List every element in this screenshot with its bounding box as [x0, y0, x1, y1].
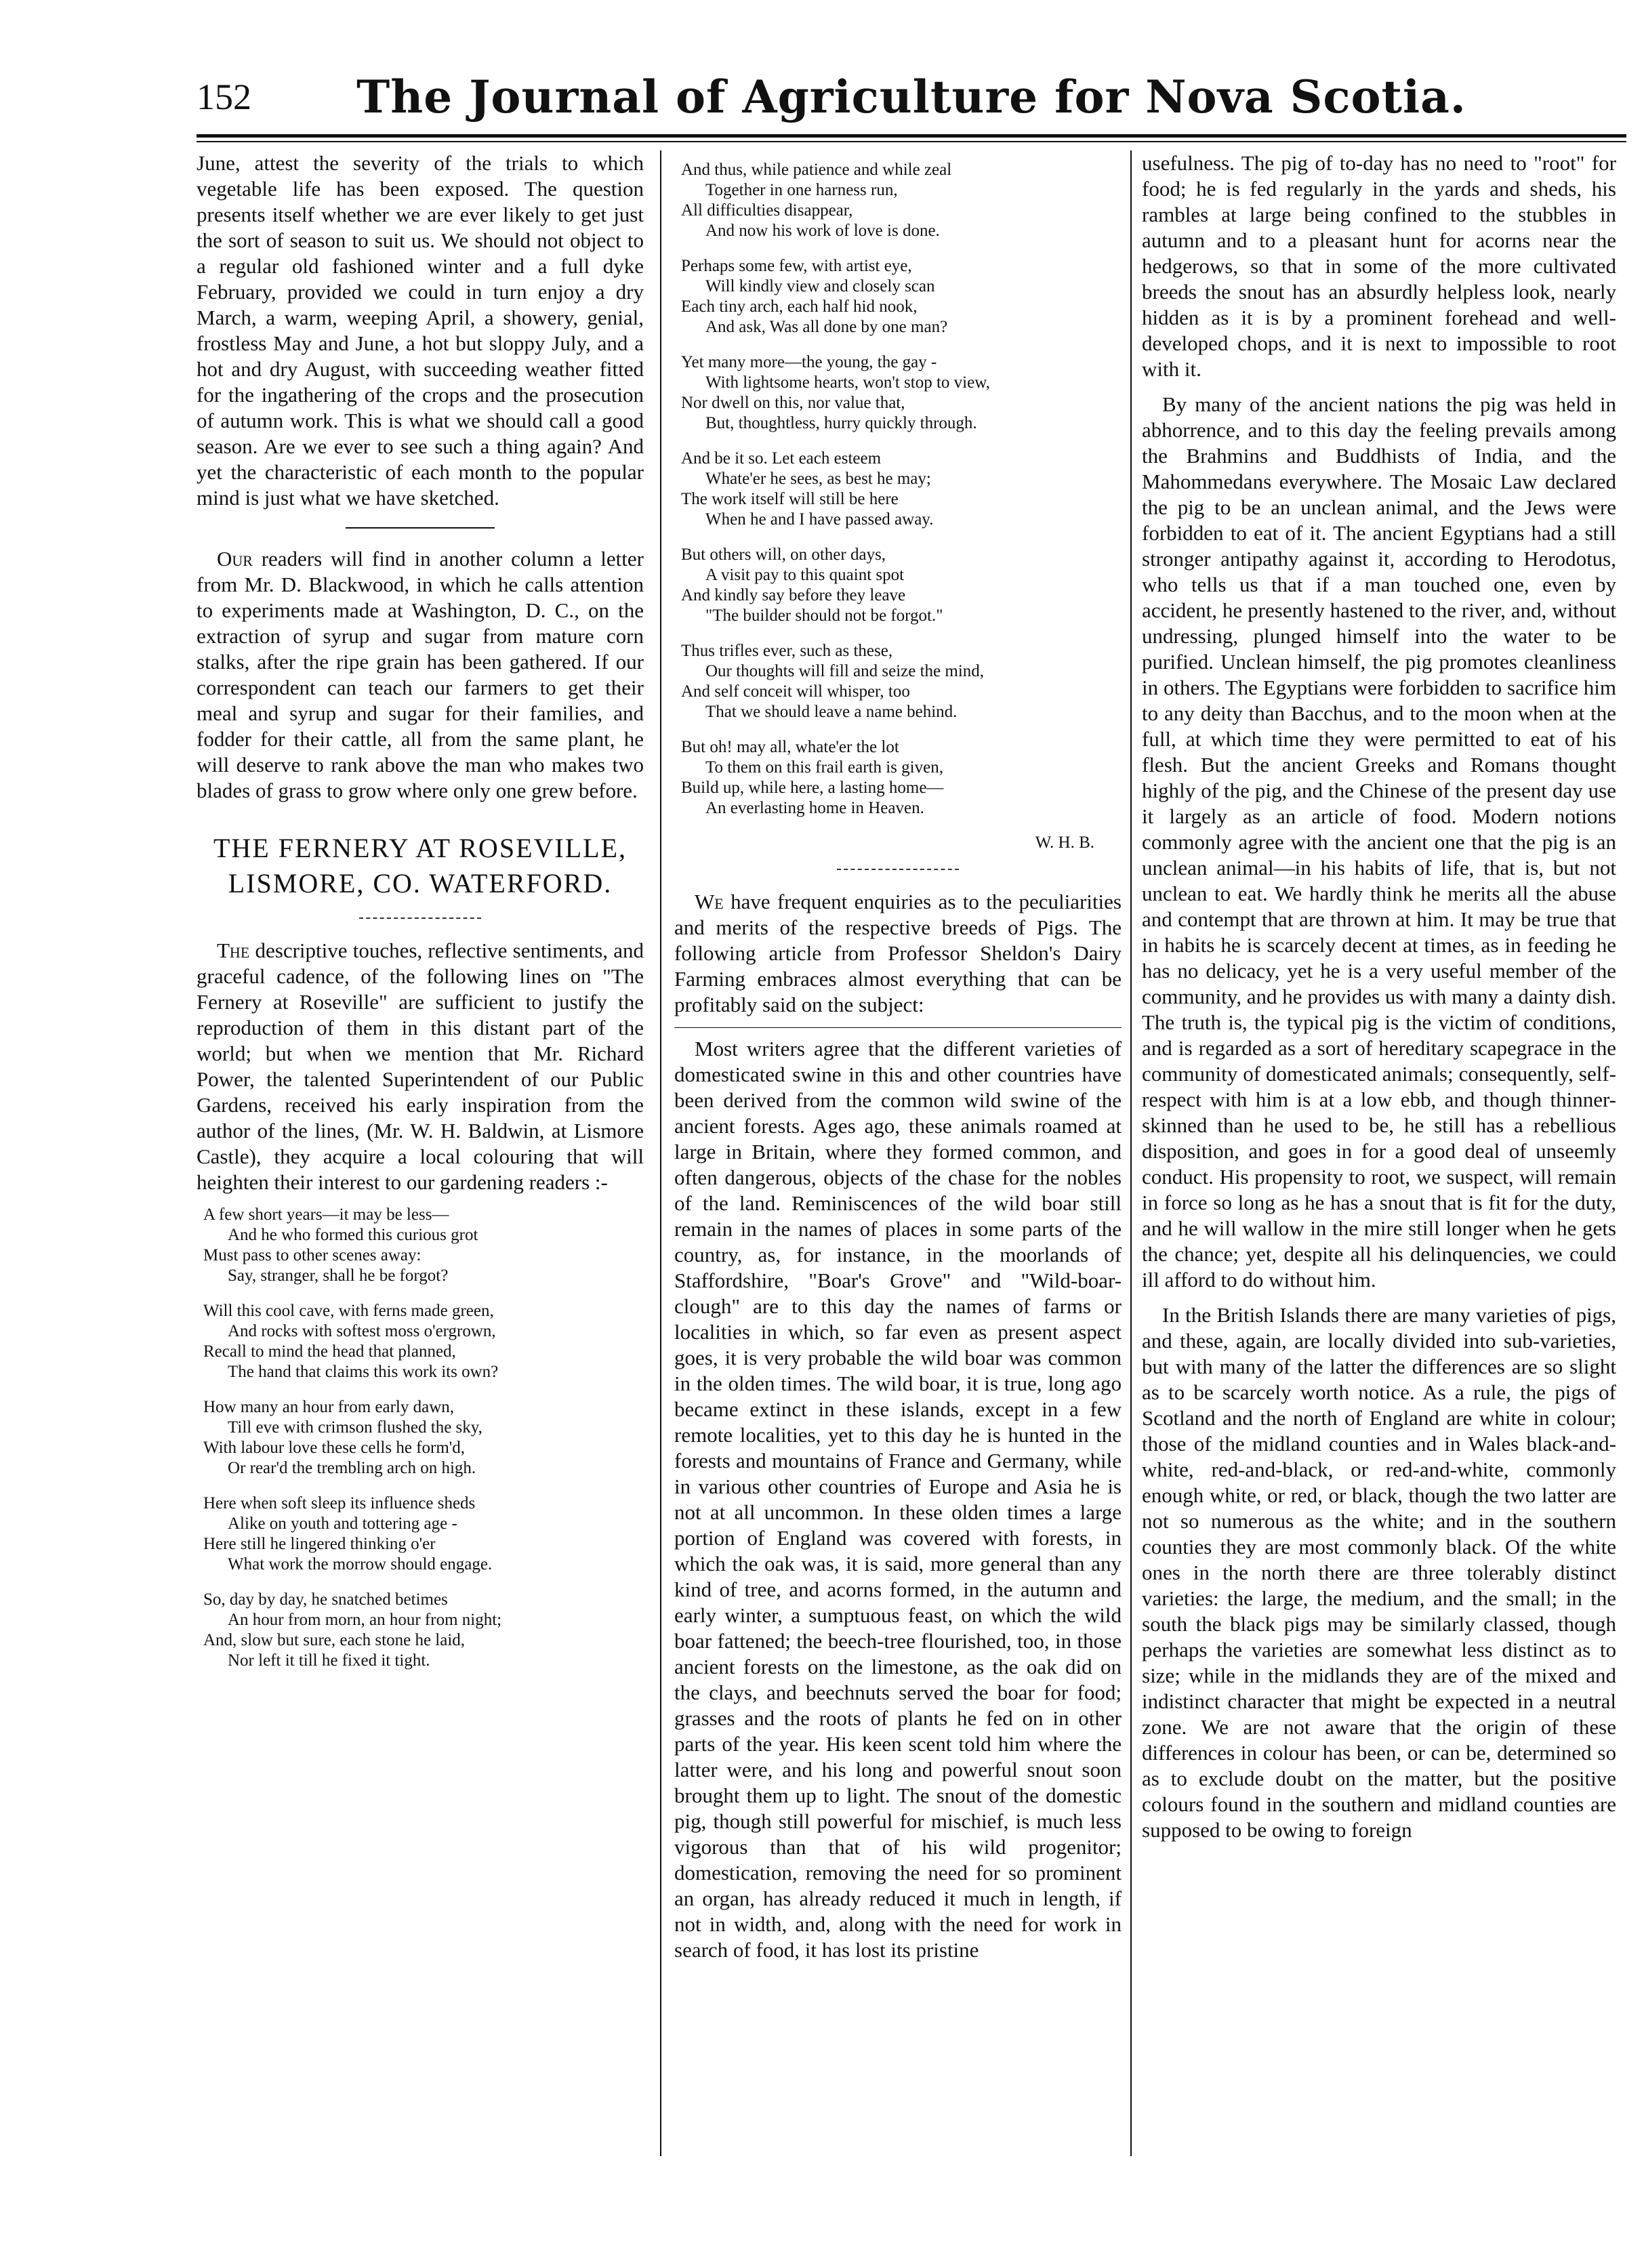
paragraph-text: readers will find in another column a letter from Mr. D. Blackwood, in which he calls attention to experiments made at Washington, D. C., on the extraction of syrup and sugar from mature corn stalks, after the ripe grain has been gathered. If our correspondent can teach our farmers to get their meal and syrup and sugar for their families, and fodder for their cattle, all from the same plant, he will deserve to rank above the man who makes two blades of grass to grow where only one grew before.	[197, 547, 644, 802]
poem-stanza	[681, 256, 1122, 337]
poem-line: And now his work of love is done.	[705, 222, 940, 240]
ancient-nations-paragraph: By many of the ancient nations the pig was held in abhorrence, and to this day the feeling prevails among the Brahmins and Buddhists of India, and the Mahommedans everywhere. The Mosaic Law declared the pig to be an unclean animal, and the Jews were forbidden to eat of it. The ancient Egyptians had a still stronger antipathy against it, according to Herodotus, who tells us that if a man touched one, even by accident, he presently hastened to the river, and, without undressing, plunged himself into the water to be purified. Unclean himself, the pig promotes cleanliness in others. The Egyptians were forbidden to sacrifice him to any deity than Bacchus, and to the moon when at the full, at which time they were permitted to eat of his flesh. But the ancient Greeks and Romans thought highly of the pig, and the Chinese of the present day use it largely as an article of food. Modern notions commonly agree with the ancient one that the pig is an unclean animal—in his habits of life, that is, but not unclean to eat. We hardly think he merits all the abuse and contempt that are thrown at him. It may be true that in habits he is scarcely decent at times, as in feeding he has no delicacy, yet he is a very useful member of the community, and he provides us with many a dainty dish. The truth is, the typical pig is the victim of conditions, and is regarded as a sort of hereditary scapegrace in the community of domesticated animals; consequently, self-respect with him is at a low ebb, and though thinner-skinned than he used to be, he still has a rebellious disposition, and goes in for a good deal of unseemly conduct. His propensity to root, we suspect, will remain in force so long as he has a snout that is fit for the duty, and he will wallow in the mire still longer when he gets the chance; yet, despite all his delinquencies, we could ill afford to do without him.	[1142, 392, 1616, 1292]
poem-line: When he and I have passed away.	[705, 510, 934, 529]
poem-line: An hour from morn, an hour from night;	[228, 1611, 502, 1629]
poem-stanza	[203, 1205, 644, 1286]
article-columns	[197, 150, 1626, 2197]
fernery-heading: THE FERNERY AT ROSEVILLE, LISMORE, CO. WATERFORD.	[213, 833, 628, 899]
lead-word: Our	[217, 547, 253, 571]
poem-line: Will kindly view and closely scan	[705, 277, 935, 295]
poem-line: The work itself will still be here	[681, 490, 899, 508]
poem-line: The hand that claims this work its own?	[228, 1363, 499, 1381]
poem-stanza	[681, 160, 1122, 241]
fernery-intro-paragraph	[197, 938, 644, 1195]
poem-line: Nor dwell on this, nor value that,	[681, 394, 905, 412]
poem-line: And he who formed this curious grot	[228, 1226, 478, 1244]
poem-line: And self conceit will whisper, too	[681, 682, 910, 701]
poem-line: Here still he lingered thinking o'er	[203, 1535, 436, 1553]
poem-line: And ask, Was all done by one man?	[705, 318, 948, 336]
section-separator	[837, 869, 959, 871]
column-divider	[660, 150, 661, 2156]
fernery-poem-part-2	[681, 160, 1122, 819]
header-rule-thin	[197, 141, 1626, 142]
intro-rule	[674, 1027, 1122, 1028]
paragraph-text: descriptive touches, reflective sentiments, and graceful cadence, of the following lines on "The Fernery at Roseville" are sufficient to justify the reproduction of them in this distant part of the world; but when we mention that Mr. Richard Power, the talented Superintendent of our Public Gardens, received his early inspiration from the author of the lines, (Mr. W. H. Baldwin, at Lismore Castle), they acquire a local colouring that will heighten their interest to our gardening readers :-	[197, 939, 644, 1194]
poem-line: Must pass to other scenes away:	[203, 1246, 422, 1264]
poem-line: Or rear'd the trembling arch on high.	[228, 1459, 476, 1477]
poem-line: That we should leave a name behind.	[705, 703, 958, 721]
poem-line: How many an hour from early dawn,	[203, 1398, 455, 1416]
lead-word: The	[217, 939, 250, 962]
poem-signature: W. H. B.	[1035, 833, 1094, 852]
poem-line: Whate'er he sees, as best he may;	[705, 470, 931, 488]
pigs-history-paragraph: Most writers agree that the different varieties of domesticated swine in this and other countries have been derived from the common wild swine of the ancient forests. Ages ago, these animals roamed at large in Britain, where they formed common, and often dangerous, objects of the chase for the nobles of the land. Reminiscences of the wild boar still remain in the names of places in some parts of the country, as, for instance, in the moorlands of Staffordshire, "Boar's Grove" and "Wild-boar-clough" are to this day the names of farms or localities in which, so far even as present aspect goes, it is very probable the wild boar was common in the olden times. The wild boar, it is true, long ago became extinct in these islands, except in a few remote localities, yet to this day he is hunted in the forests and mountains of France and Germany, while in various other countries of Europe and Asia he is not at all uncommon. In these olden times a large portion of England was covered with forests, in which the oak was, it is said, more general than any kind of tree, and acorns formed, in the autumn and early winter, a sumptuous feast, on which the wild boar fattened; the beech-tree flourished, too, in those ancient forests on the limestone, as the oak did on the clays, and beechnuts served the boar for food; grasses and the roots of plants he fed on in other parts of the year. His keen scent told him where the latter were, and his long and powerful snout soon brought them up to light. The snout of the domestic pig, though still powerful for mischief, is much less vigorous than that of his wild progenitor; domestication, removing the need for so prominent an organ, has already reduced it much in length, if not in width, and, along with the need for work in search of food, it has lost its pristine	[674, 1037, 1122, 1962]
poem-line: And, slow but sure, each stone he laid,	[203, 1631, 466, 1649]
poem-line: All difficulties disappear,	[681, 201, 853, 220]
british-varieties-paragraph: In the British Islands there are many varieties of pigs, and these, again, are locally divided into sub-varieties, but with many of the latter the differences are so slight as to be scarcely worth notice. As a rule, the pigs of Scotland and the north of England are white in colour; those of the midland counties and in Wales black-and-white, red-and-black, or red-and-white, commonly enough white, or red, or black, though the two latter are not so numerous as the white; and in the southern counties they are most commonly black. Of the white ones in the north there are three tolerably distinct varieties: the large, the medium, and the small; in the south the black pigs may be similarly classed, though perhaps the varieties are somewhat less distinct as to size; while in the midlands they are of the mixed and indistinct character that might be expected in a neutral zone. We are not aware that the origin of these differences in colour has been, or can be, determined so as to exclude doubt on the matter, but the positive colours found in the southern and midland counties are supposed to be owing to foreign	[1142, 1303, 1616, 1842]
poem-line: But others will, on other days,	[681, 545, 886, 564]
poem-line: An everlasting home in Heaven.	[705, 799, 924, 817]
poem-line: Will this cool cave, with ferns made green,	[203, 1302, 494, 1320]
weather-paragraph: June, attest the severity of the trials to which vegetable life has been exposed. The question presents itself whether we are ever likely to get just the sort of season to suit us. We should not object to a regular old fashioned winter and a full dyke February, provided we could in turn enjoy a dry March, a warm, weeping April, a showery, genial, frostless May and June, a hot but sloppy July, and a hot and dry August, with succeeding weather fitted for the ingathering of the crops and the prosecution of autumn work. This is what we should call a good season. Are we ever to see such a thing again? And yet the characteristic of each month to the popular mind is just what we have sketched.	[197, 151, 644, 510]
column-divider	[1130, 150, 1132, 2156]
poem-stanza	[203, 1301, 644, 1382]
journal-page	[197, 61, 1626, 1962]
poem-line: Nor left it till he fixed it tight.	[228, 1651, 430, 1670]
poem-line: And rocks with softest moss o'ergrown,	[228, 1322, 496, 1340]
poem-stanza	[681, 352, 1122, 434]
poem-stanza	[203, 1397, 644, 1479]
poem-line: Thus trifles ever, such as these,	[681, 642, 893, 660]
poem-line: Perhaps some few, with artist eye,	[681, 257, 912, 275]
column-2	[674, 150, 1122, 1973]
poem-stanza	[203, 1493, 644, 1575]
poem-line: Together in one harness run,	[705, 181, 898, 199]
poem-line: And thus, while patience and while zeal	[681, 161, 952, 179]
poem-line: A few short years—it may be less—	[203, 1205, 449, 1224]
poem-line: To them on this frail earth is given,	[705, 758, 943, 777]
poem-line: "The builder should not be forgot."	[705, 606, 943, 625]
paragraph-text: have frequent enquiries as to the peculiarities and merits of the respective breeds of Pigs. The following article from Professor Sheldon's Dairy Farming embraces almost everything that can be profitably said on the subject:	[674, 890, 1122, 1016]
pigs-intro-paragraph	[674, 889, 1122, 1018]
poem-stanza	[681, 641, 1122, 722]
section-separator	[346, 527, 495, 529]
poem-stanza	[681, 449, 1122, 530]
poem-line: Alike on youth and tottering age -	[228, 1514, 457, 1533]
page-header	[197, 61, 1626, 142]
poem-line: Say, stranger, shall he be forgot?	[228, 1266, 449, 1285]
snout-paragraph: usefulness. The pig of to-day has no need to "root" for food; he is fed regularly in the yards and sheds, his rambles at large being confined to the stubbles in autumn and to a pleasant hunt for acorns near the hedgerows, so that in some of the more cultivated breeds the snout has an absurdly helpless look, nearly hidden as it is by a prominent forehead and well-developed chops, and it is next to impossible to root with it.	[1142, 151, 1616, 381]
poem-line: What work the morrow should engage.	[228, 1555, 493, 1573]
poem-line: And kindly say before they leave	[681, 586, 906, 604]
poem-line: Yet many more—the young, the gay -	[681, 353, 937, 371]
page-number: 152	[197, 77, 251, 117]
poem-stanza	[203, 1590, 644, 1671]
poem-line: And be it so. Let each esteem	[681, 449, 882, 468]
poem-line: Our thoughts will fill and seize the mind,	[705, 662, 985, 680]
poem-line: With labour love these cells he form'd,	[203, 1439, 466, 1457]
fernery-poem-part-1	[203, 1205, 644, 1671]
poem-line: Each tiny arch, each half hid nook,	[681, 297, 918, 316]
column-3	[1142, 150, 1616, 1853]
blackwood-paragraph	[197, 546, 644, 804]
journal-title: The Journal of Agriculture for Nova Scotia.	[356, 70, 1466, 123]
poem-line: Till eve with crimson flushed the sky,	[228, 1418, 482, 1437]
column-1	[197, 150, 644, 1686]
poem-stanza	[681, 545, 1122, 626]
poem-line: But, thoughtless, hurry quickly through.	[705, 414, 977, 432]
heading-separator	[359, 917, 481, 920]
poem-line: Build up, while here, a lasting home—	[681, 779, 944, 797]
poem-line: But oh! may all, whate'er the lot	[681, 738, 899, 756]
poem-line: A visit pay to this quaint spot	[705, 566, 905, 584]
poem-line: Here when soft sleep its influence sheds	[203, 1494, 476, 1512]
poem-stanza	[681, 737, 1122, 819]
lead-word: We	[695, 890, 724, 913]
poem-line: Recall to mind the head that planned,	[203, 1342, 456, 1361]
header-rule-thick	[197, 134, 1626, 138]
poem-line: With lightsome hearts, won't stop to view,	[705, 373, 990, 392]
poem-line: So, day by day, he snatched betimes	[203, 1590, 448, 1609]
